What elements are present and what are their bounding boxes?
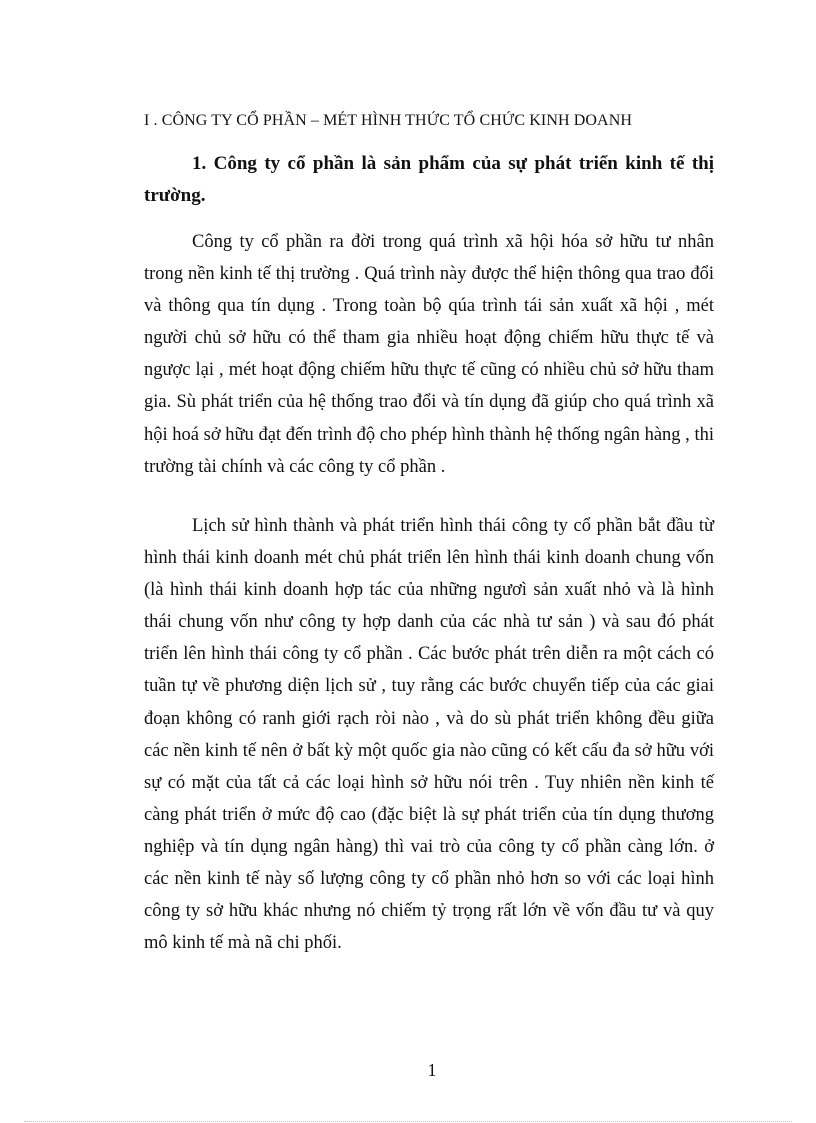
page-number: 1 <box>427 1060 437 1080</box>
section-heading: I . CÔNG TY CỔ PHẦN – MÉT HÌNH THỨC TỔ CHỨC KINH DOANH <box>144 112 633 129</box>
subheading: 1. Công ty cổ phần là sản phẩm của sự phát triển kinh tế thị trường. <box>144 153 714 206</box>
paragraph-1: Công ty cổ phần ra đời trong quá trình xã hội hóa sở hữu tư nhân trong nền kinh tế thị trường . Quá trình này được thể hiện thông qua trao đổi và thông qua tín dụng . Trong toàn bộ qúa trình tái sản xuất xã hội , mét người chủ sở hữu có thể tham gia nhiều hoạt động chiếm hữu thực tế và ngược lại , mét hoạt động chiếm hữu thực tế cũng có nhiều chủ sở hữu tham gia. Sù phát triển của hệ thống trao đổi và tín dụng đã giúp cho quá trình xã hội hoá sở hữu đạt đến trình độ cho phép hình thành hệ thống ngân hàng , thi trường tài chính và các công ty cổ phần . <box>144 232 714 477</box>
page-bottom-divider <box>24 1121 792 1122</box>
paragraph-2: Lịch sử hình thành và phát triển hình thái công ty cổ phần bắt đầu từ hình thái kinh doanh mét chủ phát triển lên hình thái kinh doanh chung vốn (là hình thái kinh doanh hợp tác của những ngươì sản xuất nhỏ và là hình thái chung vốn như công ty hợp danh của các nhà tư sản ) và sau đó phát triển lên hình thái công ty cổ phần . Các bước phát trên diễn ra một cách có tuần tự về phương diện lịch sử , tuy rằng các bước chuyển tiếp của các giai đoạn không có ranh giới rạch ròi nào , và do sù phát triển không đều giữa các nền kinh tế nên ở bất kỳ một quốc gia nào cũng có kết cấu đa sở hữu với sự có mặt của tất cả các loại hình sở hữu nói trên . Tuy nhiên nền kinh tế càng phát triển ở mức độ cao (đặc biệt là sự phát triển của tín dụng thương nghiệp và tín dụng ngân hàng) thì vai trò của công ty cổ phần càng lớn. ở các nền kinh tế này số lượng công ty cổ phần nhỏ hơn so với các loại hình công ty sở hữu khác nhưng nó chiếm tỷ trọng rất lớn về vốn đầu tư và quy mô kinh tế mà nã chi phối. <box>144 516 714 954</box>
